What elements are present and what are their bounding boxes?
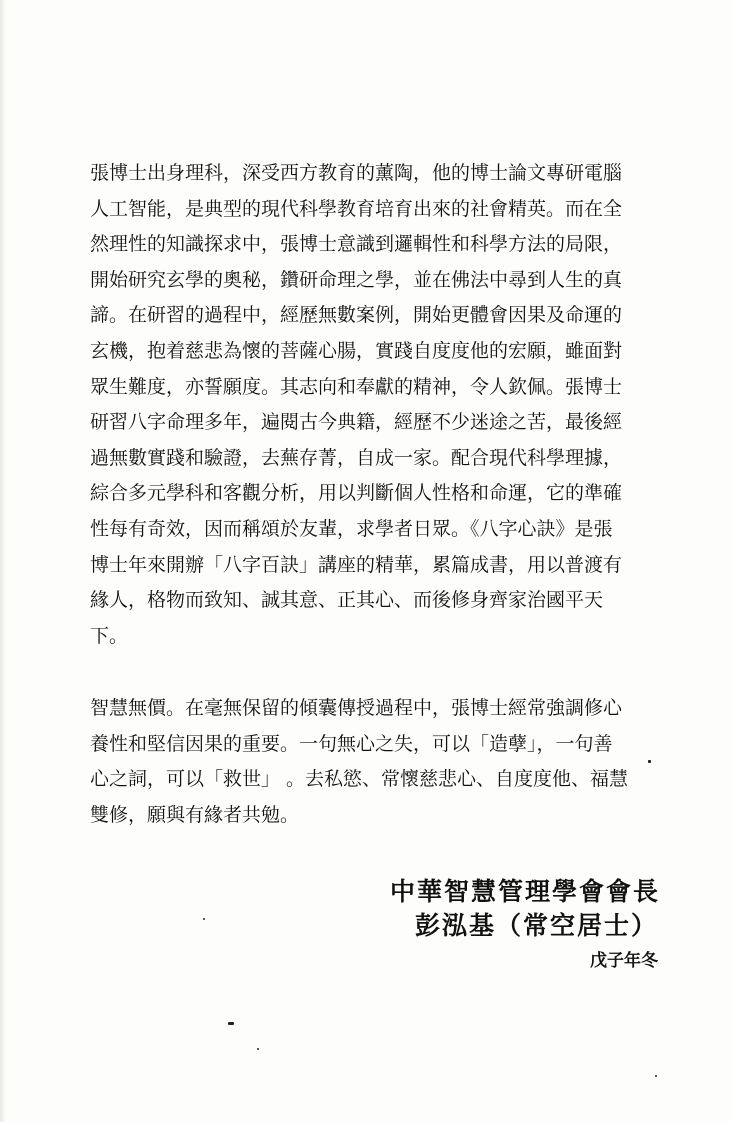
signature-organization: 中華智慧管理學會會長	[389, 877, 660, 906]
preface-paragraph-1	[90, 156, 670, 654]
text-line: 智慧無價。在毫無保留的傾囊傳授過程中，張博士經常強調修心	[90, 697, 623, 719]
text-line: 心之詞，可以「救世」 。去私慾、常懷慈悲心、自度度他、福慧	[90, 768, 629, 791]
text-line: 綜合多元學科和客觀分析，用以判斷個人性格和命運，它的準確	[90, 482, 623, 505]
text-line: 研習八字命理多年，遍閱古今典籍，經歷不少迷途之苦，最後經	[90, 411, 623, 434]
text-line: 諦。在研習的過程中，經歷無數案例，開始更體會因果及命運的	[90, 304, 623, 327]
preface-paragraph-2	[90, 691, 670, 833]
text-line: 養性和堅信因果的重要。一句無心之失，可以「造孽」，一句善	[90, 732, 613, 755]
scan-speck	[228, 1022, 234, 1025]
text-line: 過無數實踐和驗證，去蕪存菁，自成一家。配合現代科學理據，	[90, 446, 623, 469]
signature-name: 彭泓基（常空居士）	[414, 911, 658, 940]
text-line: 博士年來開辦「八字百訣」講座的精華，累篇成書，用以普渡有	[90, 553, 623, 576]
scan-speck	[655, 1075, 657, 1077]
scan-speck	[257, 1048, 259, 1050]
text-line: 玄機，抱着慈悲為懷的菩薩心腸，實踐自度度他的宏願，雖面對	[90, 339, 623, 362]
scan-speck	[203, 918, 205, 920]
text-line: 雙修，願與有緣者共勉。	[90, 803, 300, 826]
text-line: 人工智能，是典型的現代科學教育培育出來的社會精英。而在全	[90, 197, 623, 220]
text-line: 下。	[90, 624, 129, 647]
text-line: 性每有奇效，因而稱頌於友輩，求學者日眾。《八字心訣》是張	[90, 517, 613, 540]
scan-speck	[648, 760, 651, 763]
text-line: 然理性的知識探求中，張博士意識到邏輯性和科學方法的局限，	[90, 233, 623, 256]
text-line: 緣人，格物而致知、誠其意、正其心、而後修身齊家治國平天	[90, 589, 604, 612]
text-line: 張博士出身理科，深受西方教育的薰陶，他的博士論文專研電腦	[90, 162, 623, 184]
signature-date: 戊子年冬	[590, 951, 658, 971]
text-line: 眾生難度，亦誓願度。其志向和奉獻的精神，令人欽佩。張博士	[90, 375, 623, 398]
page-edge-shadow	[0, 0, 6, 1122]
text-line: 開始研究玄學的奧秘，鑽研命理之學，並在佛法中尋到人生的真	[90, 268, 623, 291]
